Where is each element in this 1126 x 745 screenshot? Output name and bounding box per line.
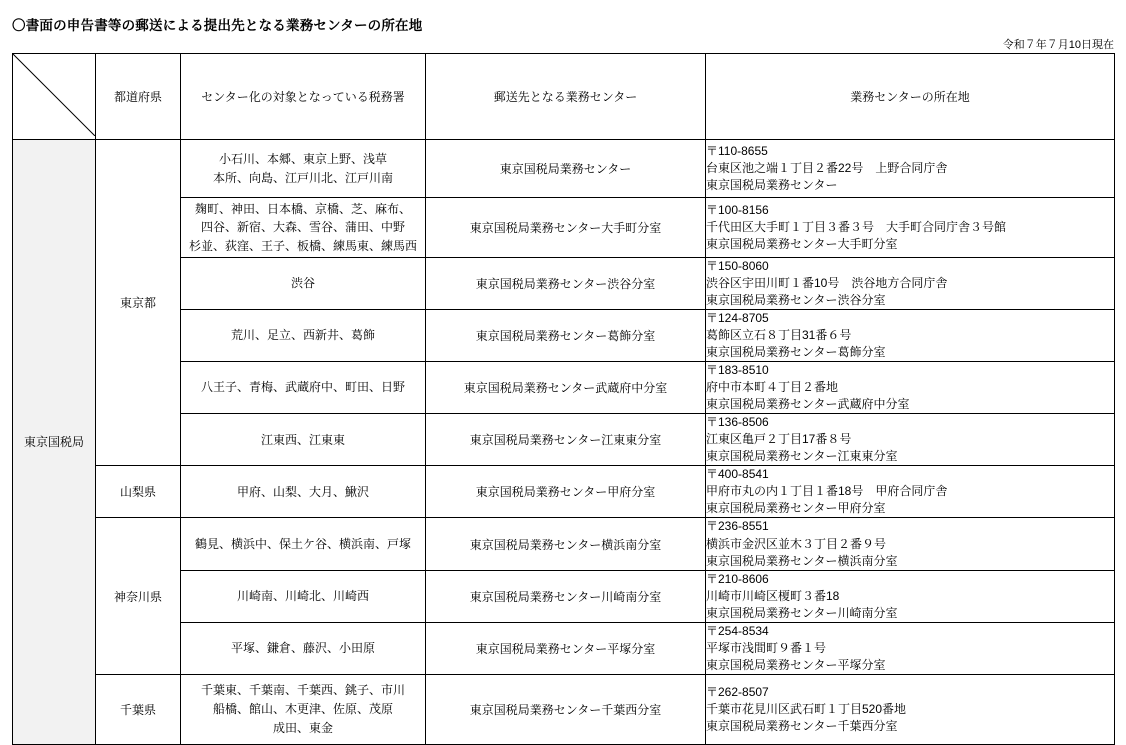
postal-code: 〒400-8541 [706,467,769,482]
center-cell: 東京国税局業務センター平塚分室 [426,622,706,674]
street-address: 府中市本町４丁目２番地 [706,380,839,395]
prefecture-cell: 千葉県 [96,674,181,744]
address-cell [706,198,1115,258]
prefecture-cell: 神奈川県 [96,518,181,674]
postal-code: 〒210-8606 [706,571,769,586]
tax-office-line: 川崎南、川崎北、川崎西 [236,588,369,603]
address-cell [706,140,1115,198]
center-name: 東京国税局業務センター江東東分室 [706,449,898,464]
center-cell: 東京国税局業務センター千葉西分室 [426,674,706,744]
address-cell [706,414,1115,466]
center-cell: 東京国税局業務センター川崎南分室 [426,570,706,622]
center-name: 東京国税局業務センター甲府分室 [706,501,886,516]
center-cell: 東京国税局業務センター大手町分室 [426,198,706,258]
center-cell: 東京国税局業務センター葛飾分室 [426,310,706,362]
header-prefecture: 都道府県 [96,54,181,140]
postal-code: 〒124-8705 [706,311,769,326]
table-row [13,674,1115,744]
diagonal-line-icon [13,54,95,136]
center-cell: 東京国税局業務センター武蔵府中分室 [426,362,706,414]
center-name: 東京国税局業務センター渋谷分室 [706,293,886,308]
tax-offices-cell [181,140,426,198]
address-cell [706,570,1115,622]
header-row [13,54,1115,140]
table-row [13,466,1115,518]
business-center-table [12,53,1115,745]
postal-code: 〒183-8510 [706,363,769,378]
tax-office-line: 甲府、山梨、大月、鰍沢 [236,484,369,499]
postal-code: 〒254-8534 [706,623,769,638]
address-cell [706,622,1115,674]
tax-offices-cell [181,466,426,518]
address-cell [706,310,1115,362]
postal-code: 〒100-8156 [706,202,769,217]
tax-office-line: 四谷、新宿、大森、雪谷、蒲田、中野 [200,220,405,235]
tax-offices-cell [181,570,426,622]
tax-office-line: 小石川、本郷、東京上野、浅草 [218,151,387,166]
center-name: 東京国税局業務センター武蔵府中分室 [706,397,910,412]
postal-code: 〒262-8507 [706,684,769,699]
header-center-location: 業務センターの所在地 [706,54,1115,140]
tax-office-line: 平塚、鎌倉、藤沢、小田原 [230,640,375,655]
tax-office-line: 杉並、荻窪、王子、板橋、練馬東、練馬西 [188,238,417,253]
center-name: 東京国税局業務センター葛飾分室 [706,345,886,360]
tax-office-line: 八王子、青梅、武蔵府中、町田、日野 [200,380,405,395]
tax-offices-cell [181,414,426,466]
street-address: 千葉市花見川区武石町１丁目520番地 [706,701,907,716]
corner-cell [13,54,96,140]
center-name: 東京国税局業務センター横浜南分室 [706,553,898,568]
address-cell [706,258,1115,310]
as-of-date: 令和７年７月10日現在 [1002,39,1114,51]
tax-offices-cell [181,622,426,674]
tax-offices-cell [181,198,426,258]
header-tax-offices: センター化の対象となっている税務署 [181,54,426,140]
center-name: 東京国税局業務センター [706,178,838,193]
center-name: 東京国税局業務センター大手町分室 [706,237,898,252]
tax-office-line: 千葉東、千葉南、千葉西、銚子、市川 [200,683,405,698]
postal-code: 〒110-8655 [706,143,768,158]
center-name: 東京国税局業務センター千葉西分室 [706,718,898,733]
center-name: 東京国税局業務センター川崎南分室 [706,605,898,620]
center-cell: 東京国税局業務センター甲府分室 [426,466,706,518]
tax-offices-cell [181,310,426,362]
document-page [12,10,1114,745]
table-row [13,140,1115,198]
tax-office-line: 船橋、館山、木更津、佐原、茂原 [212,701,393,716]
address-cell [706,518,1115,570]
postal-code: 〒136-8506 [706,415,769,430]
street-address: 渋谷区宇田川町１番10号 渋谷地方合同庁舎 [706,276,948,291]
tax-office-line: 成田、東金 [272,720,333,735]
street-address: 川崎市川崎区榎町３番18 [706,588,840,603]
tax-offices-cell [181,362,426,414]
table-row [13,518,1115,570]
tax-offices-cell [181,674,426,744]
tax-office-line: 荒川、足立、西新井、葛飾 [230,328,375,343]
street-address: 平塚市浅間町９番１号 [706,640,827,655]
bureau-cell: 東京国税局 [13,140,96,745]
address-cell [706,674,1115,744]
tax-offices-cell [181,518,426,570]
street-address: 横浜市金沢区並木３丁目２番９号 [706,536,887,551]
street-address: 千代田区大手町１丁目３番３号 大手町合同庁舎３号館 [706,219,1007,234]
tax-office-line: 渋谷 [290,276,315,291]
postal-code: 〒150-8060 [706,259,769,273]
page-title: 〇書面の申告書等の郵送による提出先となる業務センターの所在地 [12,18,423,33]
street-address: 江東区亀戸２丁目17番８号 [706,432,852,447]
center-cell: 東京国税局業務センター横浜南分室 [426,518,706,570]
tax-office-line: 鶴見、横浜中、保土ケ谷、横浜南、戸塚 [194,536,411,551]
postal-code: 〒236-8551 [706,519,769,534]
prefecture-cell: 山梨県 [96,466,181,518]
street-address: 台東区池之端１丁目２番22号 上野合同庁舎 [706,160,948,175]
center-cell: 東京国税局業務センター [426,140,706,198]
tax-office-line: 江東西、江東東 [260,432,345,447]
street-address: 葛飾区立石８丁目31番６号 [706,328,852,343]
tax-office-line: 麹町、神田、日本橋、京橋、芝、麻布、 [194,201,411,216]
tax-office-line: 本所、向島、江戸川北、江戸川南 [212,170,393,185]
center-cell: 東京国税局業務センター江東東分室 [426,414,706,466]
street-address: 甲府市丸の内１丁目１番18号 甲府合同庁舎 [706,484,948,499]
center-cell: 東京国税局業務センター渋谷分室 [426,258,706,310]
prefecture-cell: 東京都 [96,140,181,466]
address-cell [706,466,1115,518]
center-name: 東京国税局業務センター平塚分室 [706,657,886,672]
tax-offices-cell [181,258,426,310]
header-mailing-center: 郵送先となる業務センター [426,54,706,140]
address-cell [706,362,1115,414]
